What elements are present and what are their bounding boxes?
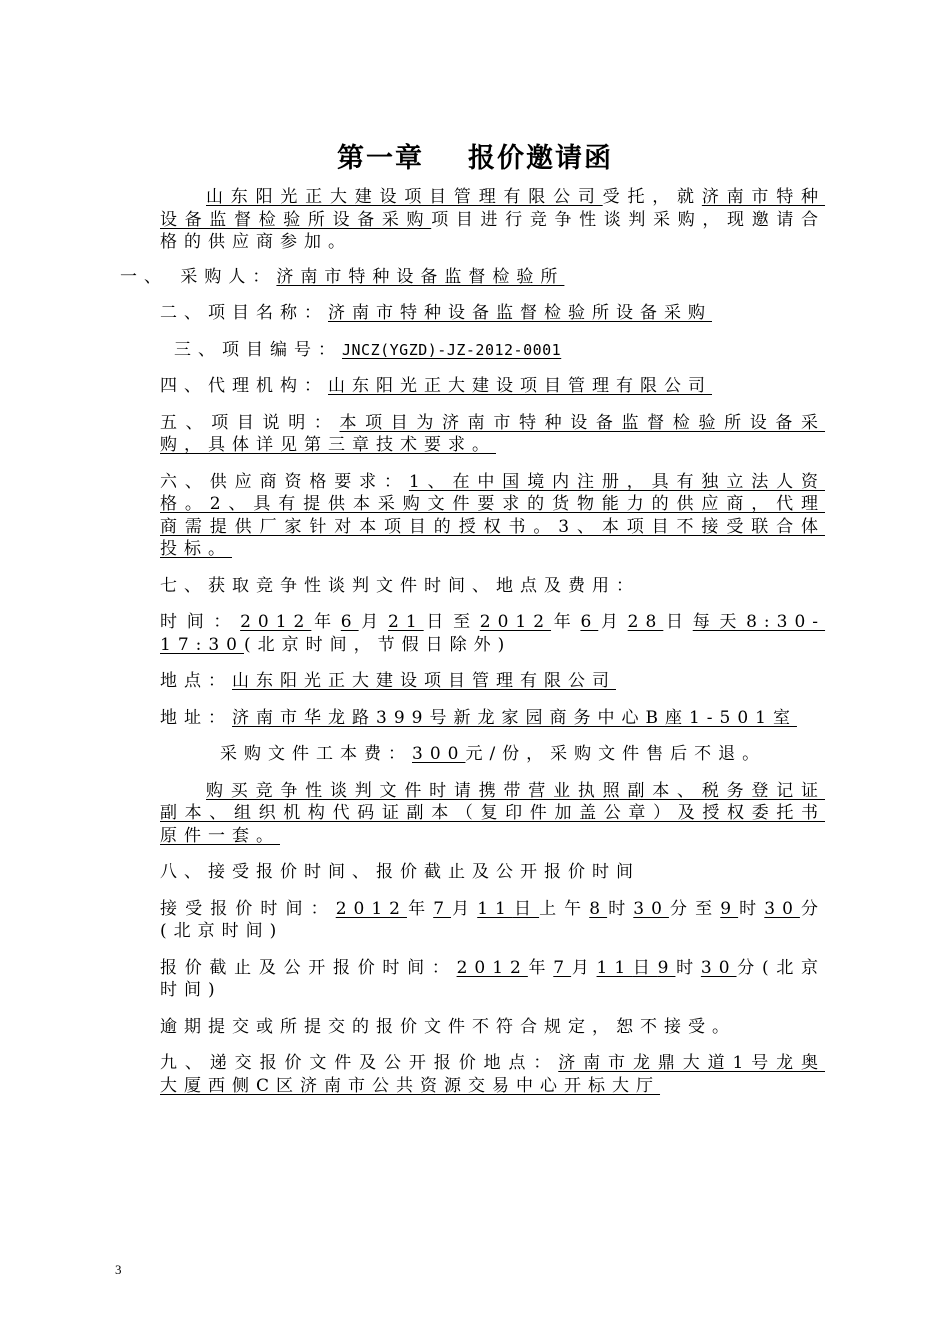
obtain-docs-heading: 七、获取竞争性谈判文件时间、地点及费用： bbox=[160, 575, 640, 596]
place-line: 地点：山东阳光正大建设项目管理有限公司 bbox=[160, 671, 616, 691]
agency-line: 四、代理机构：山东阳光正大建设项目管理有限公司 bbox=[160, 376, 712, 396]
bid-time-heading: 八、接受报价时间、报价截止及公开报价时间 bbox=[160, 862, 640, 882]
buyer-line: 一、 采购人：济南市特种设备监督检验所 bbox=[120, 266, 565, 287]
project-name: 济南市特种设备监督检验所设备采购 bbox=[160, 187, 826, 230]
accept-time-line: 接受报价时间：2012年7月11日上午8时30分至9时30分(北京时间) bbox=[160, 898, 826, 941]
deadline-line: 报价截止及公开报价时间：2012年7月11日9时30分(北京时间) bbox=[160, 957, 826, 1000]
project-code: JNCZ(YGZD)-JZ-2012-0001 bbox=[342, 340, 562, 359]
agent-name: 山东阳光正大建设项目管理有限公司 bbox=[206, 187, 603, 207]
submission-location-line: 九、递交报价文件及公开报价地点：济南市龙鼎大道1号龙奥大厦西侧C区济南市公共资源交易中心开标大厅 bbox=[160, 1053, 825, 1096]
qualification-requirements: 六、供应商资格要求：1、在中国境内注册，具有独立法人资格。2、具有提供本采购文件要求的货物能力的供应商，代理商需提供厂家针对本项目的授权书。3、本项目不接受联合体投标。 bbox=[160, 471, 825, 559]
late-submission-note: 逾期提交或所提交的报价文件不符合规定，恕不接受。 bbox=[160, 1016, 736, 1037]
required-docs-line: 购买竞争性谈判文件时请携带营业执照副本、税务登记证副本、组织机构代码证副本（复印件加盖公章）及授权委托书原件一套。 bbox=[160, 780, 825, 846]
obtain-time-line: 时间：2012年6月21日至2012年6月28日每天8:30-17:30(北京时间，节假日除外) bbox=[160, 612, 826, 655]
chapter-label: 第一章 bbox=[337, 143, 424, 174]
buyer-value: 济南市特种设备监督检验所 bbox=[276, 266, 565, 287]
chapter-title: 报价邀请函 bbox=[468, 143, 613, 174]
fee-line: 采购文件工本费：300元/份，采购文件售后不退。 bbox=[220, 744, 767, 764]
page-number: 3 bbox=[115, 1262, 122, 1277]
project-name-line: 二、项目名称：济南市特种设备监督检验所设备采购 bbox=[160, 303, 712, 323]
document-body bbox=[120, 186, 826, 1097]
project-code-line: 三、项目编号：JNCZ(YGZD)-JZ-2012-0001 bbox=[174, 339, 562, 360]
page-title bbox=[0, 136, 950, 175]
intro-paragraph: 山东阳光正大建设项目管理有限公司受托，就济南市特种设备监督检验所设备采购项目进行竞争性谈判采购，现邀请合格的供应商参加。 bbox=[160, 187, 826, 252]
address-line: 地址：济南市华龙路399号新龙家园商务中心B座1-501室 bbox=[160, 707, 797, 728]
project-description: 五、项目说明：本项目为济南市特种设备监督检验所设备采购，具体详见第三章技术要求。 bbox=[160, 412, 826, 455]
